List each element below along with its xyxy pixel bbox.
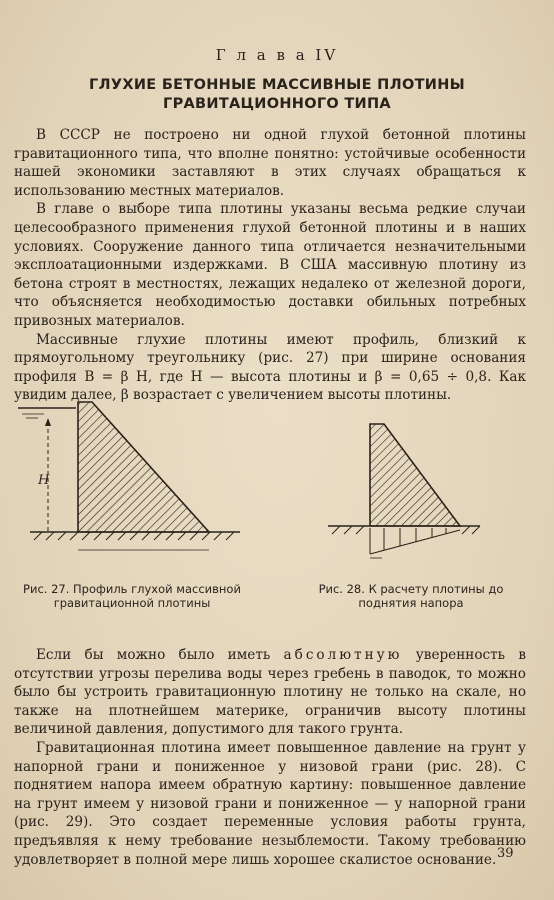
paragraph-4 xyxy=(14,646,526,739)
chapter-heading: Г л а в а IV xyxy=(215,46,339,64)
paragraph-1: В СССР не построено ни одной глухой бетонной плотины гравитационного типа, что вполне понятно: устойчивые особенности нашей экономики заставляют в этих случаях обращаться к использованию местных материалов. xyxy=(14,127,526,199)
paragraph-4-end: уверенность в отсутствии угрозы перелива воды через гребень в паводок, то можно было бы устроить гравитационную плотину не только на скале, но также на плотнейшем материке, ограничив высоту плотины величиной давления, допустимого для такого грунта. xyxy=(14,647,526,738)
figure-28-dam-before-filling xyxy=(322,418,486,568)
emphasized-word: абсолютную xyxy=(283,647,403,663)
figure-27-dam-profile xyxy=(14,392,254,562)
paragraph-5: Гравитационная плотина имеет повышенное давление на грунт у напорной грани и пониженное у низовой грани (рис. 28). С поднятием напора имеем обратную картину: повышенное давление на грунт имеем у низовой грани и пониженное — у напорной грани (рис. 29). Это создает переменные условия работы грунта, предъявляя к нему требование незыблемости. Такому требованию удовлетворяет в полной мере лишь хорошее скалистое основание. xyxy=(14,739,526,868)
page-number: 39 xyxy=(497,846,514,861)
title-line-1: ГЛУХИЕ БЕТОННЫЕ МАССИВНЫЕ ПЛОТИНЫ xyxy=(89,77,465,93)
paragraph-2: В главе о выборе типа плотины указаны весьма редкие случаи целесообразного применения глухой бетонной плотины и в наших условиях. Сооружение данного типа отличается незначительными эксплоатационными издержками. В США массивную плотину из бетона строят в местностях, лежащих недалеко от железной дороги, что объясняется необходимостью доставки обильных потребных привозных материалов. xyxy=(14,201,526,329)
fig27-height-label: H xyxy=(38,473,50,488)
title-line-2: ГРАВИТАЦИОННОГО ТИПА xyxy=(163,96,391,112)
text-block-bottom xyxy=(14,646,526,869)
chapter-title xyxy=(40,76,514,114)
paragraph-4-start: Если бы можно было иметь xyxy=(36,647,284,663)
paragraph-3: Массивные глухие плотины имеют профиль, близкий к прямоугольному треугольнику (рис. 27) при ширине основания профиля B = β H, где H — высота плотины и β = 0,65 ÷ 0,8. Как увидим далее, β возрастает с увеличением высоты плотины. xyxy=(14,331,526,404)
caption-figure-27: Рис. 27. Профиль глухой массивной гравитационной плотины xyxy=(23,582,241,610)
caption-figure-28: Рис. 28. К расчету плотины до поднятия напора xyxy=(318,582,504,610)
text-block-top xyxy=(14,126,526,405)
